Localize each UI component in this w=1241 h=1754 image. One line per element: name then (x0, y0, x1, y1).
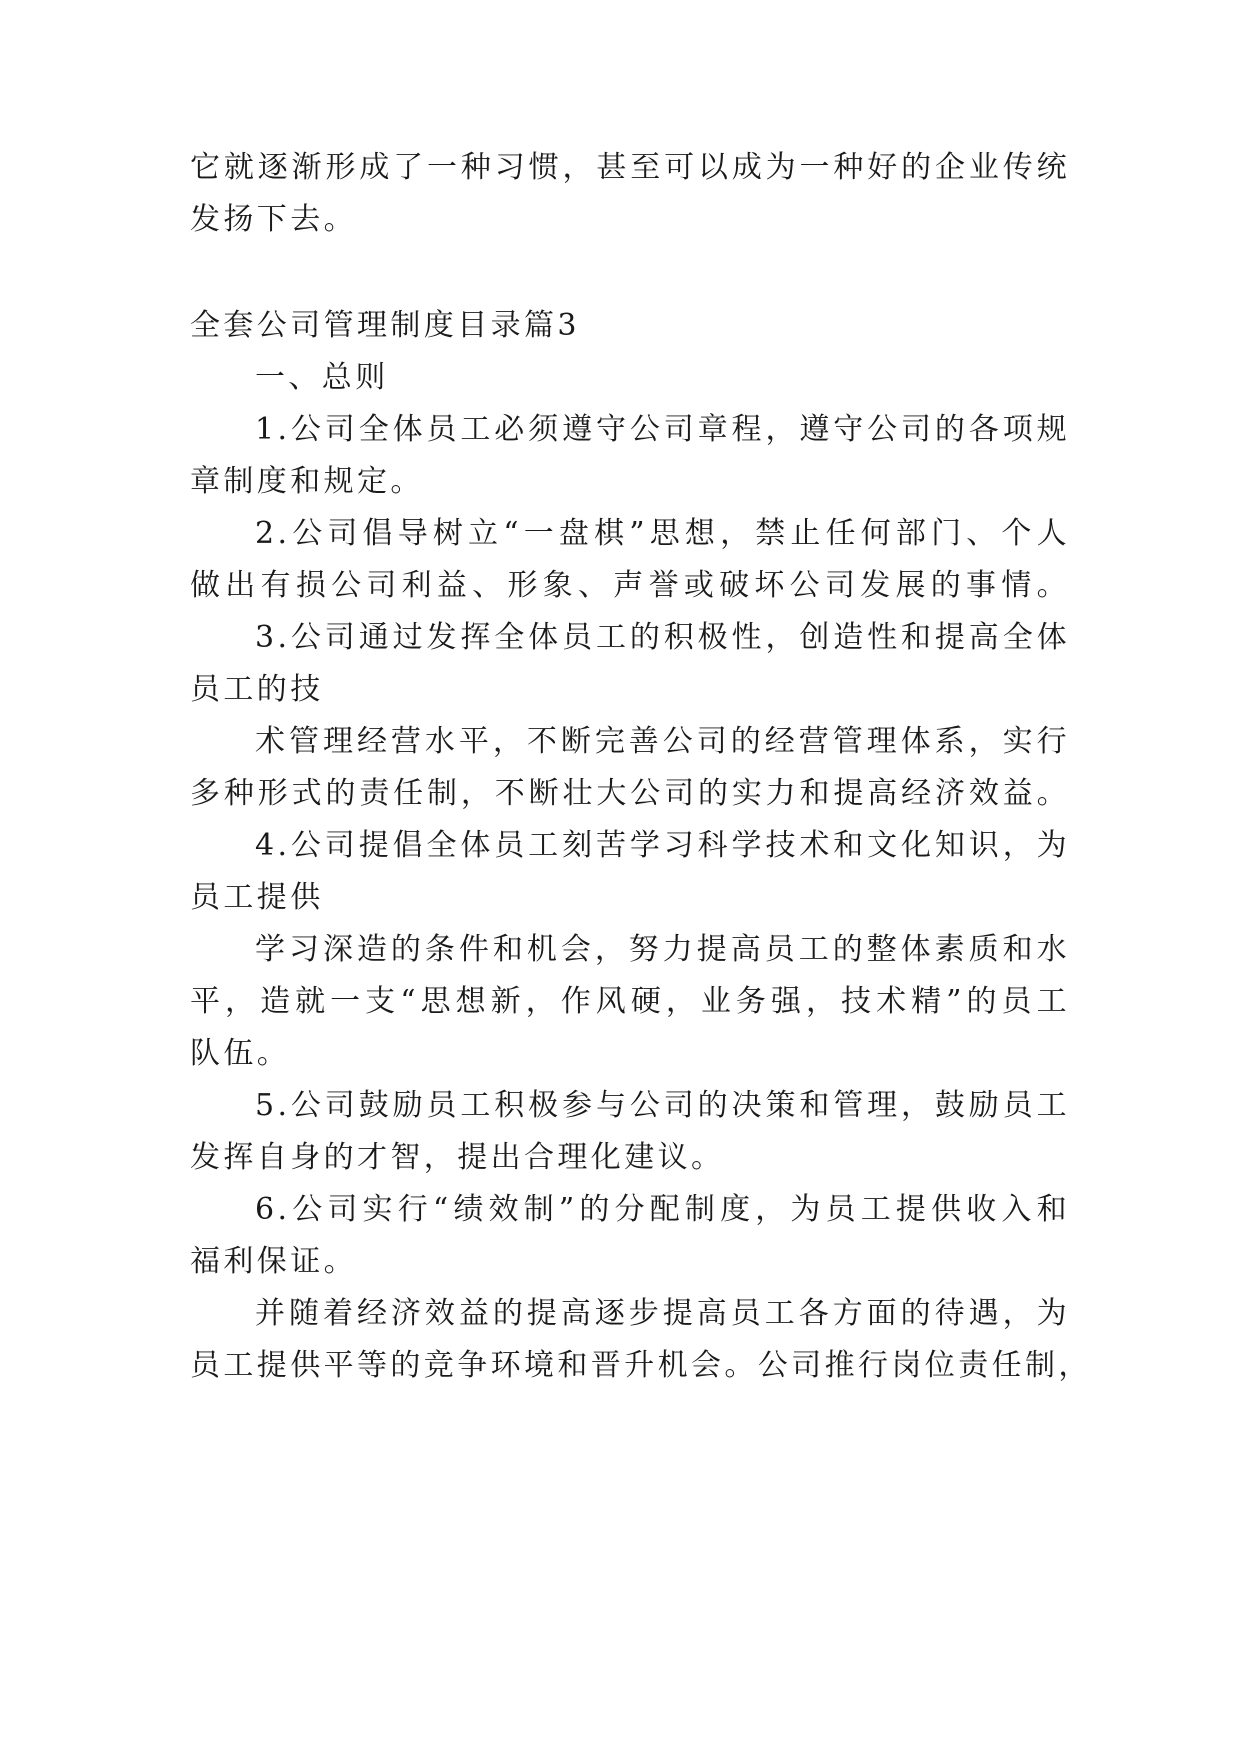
paragraph-line: 2.公司倡导树立“一盘棋”思想，禁止任何部门、个人 (255, 516, 1070, 551)
paragraph-line: 多种形式的责任制，不断壮大公司的实力和提高经济效益。 (190, 776, 1070, 811)
paragraph-line: 员工提供 (190, 880, 324, 915)
section-heading: 全套公司管理制度目录篇3 (190, 308, 580, 343)
paragraph-line: 学习深造的条件和机会，努力提高员工的整体素质和水 (255, 932, 1070, 967)
paragraph-line: 术管理经营水平，不断完善公司的经营管理体系，实行 (255, 724, 1070, 759)
paragraph-line: 5.公司鼓励员工积极参与公司的决策和管理，鼓励员工 (255, 1088, 1070, 1123)
paragraph-line: 平，造就一支“思想新，作风硬，业务强，技术精”的员工 (190, 984, 1070, 1019)
paragraph-line: 并随着经济效益的提高逐步提高员工各方面的待遇，为 (255, 1296, 1070, 1331)
paragraph-line: 队伍。 (190, 1036, 291, 1071)
paragraph-line: 1.公司全体员工必须遵守公司章程，遵守公司的各项规 (255, 412, 1070, 447)
paragraph-line: 做出有损公司利益、形象、声誉或破坏公司发展的事情。 (190, 568, 1070, 603)
paragraph-line: 章制度和规定。 (190, 464, 424, 499)
paragraph-line: 员工的技 (190, 672, 324, 707)
paragraph-line: 发挥自身的才智，提出合理化建议。 (190, 1140, 725, 1175)
paragraph-line: 员工提供平等的竞争环境和晋升机会。公司推行岗位责任制， (190, 1348, 1092, 1383)
paragraph-line: 6.公司实行“绩效制”的分配制度，为员工提供收入和 (255, 1192, 1070, 1227)
paragraph-line: 4.公司提倡全体员工刻苦学习科学技术和文化知识，为 (255, 828, 1070, 863)
paragraph-line: 发扬下去。 (190, 202, 357, 237)
paragraph-line: 3.公司通过发挥全体员工的积极性，创造性和提高全体 (255, 620, 1070, 655)
paragraph-line: 福利保证。 (190, 1244, 357, 1279)
paragraph-line: 它就逐渐形成了一种习惯，甚至可以成为一种好的企业传统 (190, 150, 1070, 185)
subsection-heading: 一、总则 (255, 360, 389, 395)
